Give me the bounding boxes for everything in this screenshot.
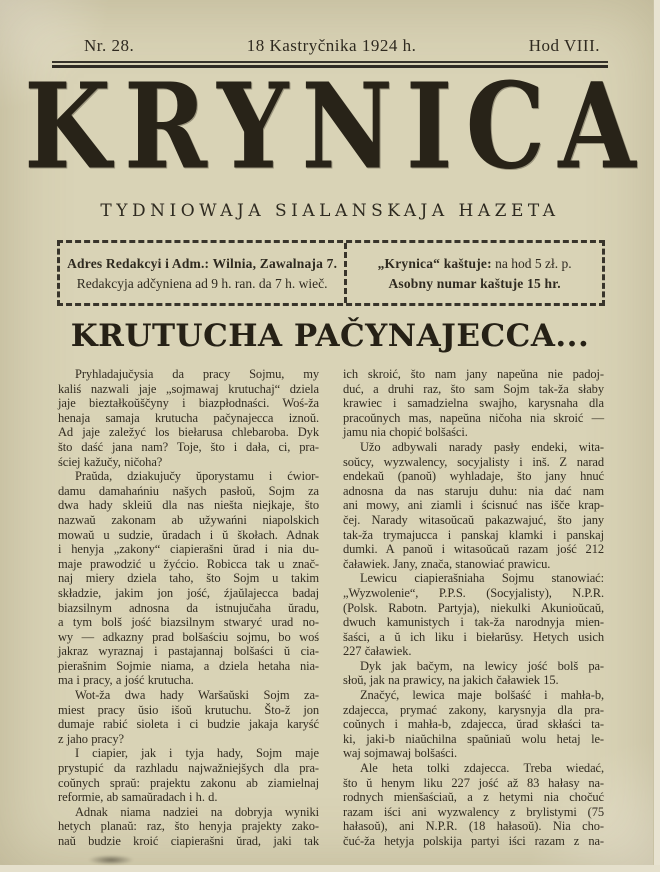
body-text-line: šaści, a ŭ ich liku i biełarŭsy. Hetych usich: [343, 629, 604, 644]
body-text-line: reformie, ab samaŭradach i h. d.: [58, 790, 218, 805]
address-value: Wilnia, Zawalnaja 7.: [212, 255, 338, 271]
article-body: [58, 367, 604, 849]
body-text-line: Užo adbywali narady pasły endeki, wita-: [360, 439, 604, 454]
body-text-line: krawiec i samadzielna swajho, karysnaha dla: [343, 396, 604, 411]
body-text-line: jamu nia chopić bolšaści.: [343, 425, 468, 440]
body-text-line: naŭ budzie kroić ciapierašni ŭrad, jaki tak: [58, 834, 319, 848]
price-value: na hod 5 zł. p.: [495, 255, 572, 271]
body-text-line: duć, a druhi raz, što sam Sojm tak-ža słaby: [343, 381, 604, 396]
body-text-line: jakraz wyraznaj i pastajannaj bolšaści ŭ cia-: [58, 644, 319, 659]
body-text-line: (Polsk. Rabotn. Partyja), niekulki Akunioŭcaŭ,: [343, 600, 604, 615]
address-label: Adres Redakcyi i Adm.:: [67, 255, 210, 271]
newspaper-title: KRYNICA: [24, 56, 649, 196]
body-text-line: soŭcy, wyzwalency, socyjalisty i inš. Z narad: [343, 454, 604, 469]
body-text-line: waj sojmawaj bolšaści.: [343, 746, 458, 761]
body-text-line: i henyja „zakony“ ciapierašni ŭrad i nia du-: [58, 542, 319, 557]
body-text-line: wy — adkazny prad bolšaściu sojmu, bo woś: [58, 629, 319, 644]
newspaper-subtitle: TYDNIOWAJA SIALANSKAJA HAZETA: [100, 201, 560, 221]
issue-number: Nr. 28.: [84, 36, 135, 55]
issue-year: Hod VIII.: [528, 36, 600, 55]
body-text-line: čaławiek. Jany, znača, stanowiać prawicu.: [343, 556, 551, 571]
masthead: [0, 56, 660, 196]
scan-smudge: [88, 855, 134, 865]
price-line: [353, 256, 596, 271]
body-text-line: a tym bolš jość biazsilnym stwaryć urad no-: [58, 615, 319, 630]
body-text-line: Dyk jak bačym, na lewicy jość bolš pa-: [360, 658, 604, 673]
body-text-line: mowaŭ u sudzie, ŭradach i ŭ škołach. Adnak: [58, 527, 319, 542]
body-text-line: składzie, jakim jon jość, źjaŭlajecca badaj: [58, 585, 319, 600]
body-text-line: tak-ža trymajucca i panskaj klamki i panskaj: [343, 527, 604, 542]
body-text-line: „Wyzwolenie“, P.P.S. (Socyjalisty), N.P.R.: [343, 585, 604, 600]
body-text-line: Ale heta tolki zdajecca. Treba wiedać,: [360, 761, 604, 776]
info-box: [57, 240, 605, 306]
body-text-line: coŭnych i mahła-b, zdajecca, ŭrad skłaści ta-: [343, 717, 604, 732]
body-text-line: Značyć, lewica maje bolšaść i mahła-b,: [360, 688, 604, 703]
body-text-line: z jaho pracy?: [58, 731, 124, 746]
body-text-line: 227 čaławiek.: [343, 644, 412, 659]
body-text-line: ani mowy, ani ziamli i ścisnuć nas išče krap-: [343, 498, 604, 513]
body-text-line: pracoŭnych mas, napeŭna ničoha nia skroić —: [343, 410, 604, 425]
body-text-line: maje prawodzić u žyćcio. Robicca tak u znač-: [58, 556, 319, 571]
body-text-line: dumki. A panoŭ i witasoŭcaŭ razam jość 212: [343, 542, 604, 557]
body-text-line: ich skroić, što nam jany napeŭna nie padoj-: [343, 367, 604, 381]
body-text-line: Ad jaje zaležyć los biełarusa chlebaroba. Dyk: [58, 425, 319, 440]
body-text-line: coŭnych spraŭ: prajektu zakonu ab ziamielnaj: [58, 775, 319, 790]
body-text-line: što ŭ henym liku 227 jość až 83 hałasy na-: [343, 775, 604, 790]
body-text-line: Wot-ža dwa hady Waršaŭski Sojm za-: [75, 688, 319, 703]
body-text-line: ki, jaki-b niaŭchilna spaŭniaŭ wolu hetaj le-: [343, 731, 604, 746]
address-line: [66, 256, 338, 271]
body-text-line: Pryhladajučysia da pracy Sojmu, my: [75, 367, 319, 381]
body-text-line: rodnych mienšaściaŭ, a z hetymi nia chočuć: [343, 790, 604, 805]
body-text-line: jaje bieztałkoŭščyny i biazpłodnaści. Woś-ža: [58, 396, 319, 411]
body-text-line: zdajecca, prymać zakony, karysnyja dla pra-: [343, 702, 604, 717]
info-box-address: [60, 243, 347, 303]
price-label: „Krynica“ kaštuje:: [377, 255, 492, 271]
body-text-line: dwa hady skleiŭ dla nas niešta niejkaje, što: [58, 498, 319, 513]
info-box-price: [347, 243, 602, 303]
body-text-line: ściej kažučy, ničoha?: [58, 454, 163, 469]
body-text-line: ma i pracy, a jość krutucha.: [58, 673, 194, 688]
body-text-line: hetych planaŭ: raz, što henyja prajekty zako-: [58, 819, 319, 834]
body-text-line: henaja samaja krutucha pačynajecca iznoŭ.: [58, 410, 319, 425]
issue-date: 18 Kastryčnika 1924 h.: [246, 36, 417, 55]
article-headline: KRUTUCHA PAČYNAJECCA...: [70, 318, 590, 354]
body-text-line: što daść jana nam? Toje, što i dała, ci, pra-: [58, 439, 319, 454]
body-text-line: pierašnim Sojmie niama, a dziela hetaha nia-: [58, 658, 319, 673]
scan-edge-bottom: [0, 865, 660, 872]
body-text-line: biazsilnym adnosna da istnujučaha ŭradu,: [58, 600, 319, 615]
body-text-line: razam iści ani wyzwalency z brylistymi (75: [343, 804, 604, 819]
body-text-line: prystupić da razhladu najwažniejšych dla pra-: [58, 761, 319, 776]
body-text-line: Praŭda, dziakujučy ŭporystamu i ćwior-: [75, 469, 319, 484]
body-text-line: endekaŭ (panoŭ) wyhladaje, što jany hnuć: [343, 469, 604, 484]
single-issue-price: [353, 276, 596, 291]
body-text-line: słoŭ, jak na prawicy, na jakich čaławiek 15.: [343, 673, 559, 688]
article-column-left: [58, 367, 319, 849]
body-text-line: čuć-ža hetyja polskija partyi iści razam z na-: [343, 834, 604, 848]
body-text-line: dwuch kamunistych i tak-ža narodnyja mien-: [343, 615, 604, 630]
body-text-line: hałasoŭ), ani N.P.R. (18 hałasoŭ). Nia cho-: [343, 819, 604, 834]
issue-info-bar: [58, 36, 604, 56]
body-text-line: I ciapier, jak i tyja hady, Sojm maje: [75, 746, 319, 761]
body-text-line: nazwaŭ zakonam ab užywańni niapolskich: [58, 512, 319, 527]
body-text-line: miest pracy ŭsio išoŭ krutuchu. Što-ž jon: [58, 702, 319, 717]
body-text-line: kaliś nazwali jaje „sojmawaj krutuchaj“ dziela: [58, 381, 319, 396]
body-text-line: naj miery dziela taho, što Sojm u takim: [58, 571, 319, 586]
body-text-line: adnosna da nas staruju duhu: nia dać nam: [343, 483, 604, 498]
body-text-line: damu damahańniu našych pasłoŭ, Sojm za: [58, 483, 319, 498]
office-hours: Redakcyja adčyniena ad 9 h. ran. da 7 h. wieč.: [76, 275, 328, 291]
single-issue-price-text: Asobny numar kaštuje 15 hr.: [388, 275, 561, 291]
body-text-line: dumaje rabić sioleta i ci budzie jakaja karyść: [58, 717, 319, 732]
body-text-line: Lewicu ciapierašniaha Sojmu stanowiać:: [360, 571, 604, 586]
body-text-line: Adnak niama nadziei na dobryja wyniki: [75, 804, 319, 819]
article-column-right: [343, 367, 604, 849]
body-text-line: čej. Narady witasoŭcaŭ pakazwajuć, što jany: [343, 512, 604, 527]
